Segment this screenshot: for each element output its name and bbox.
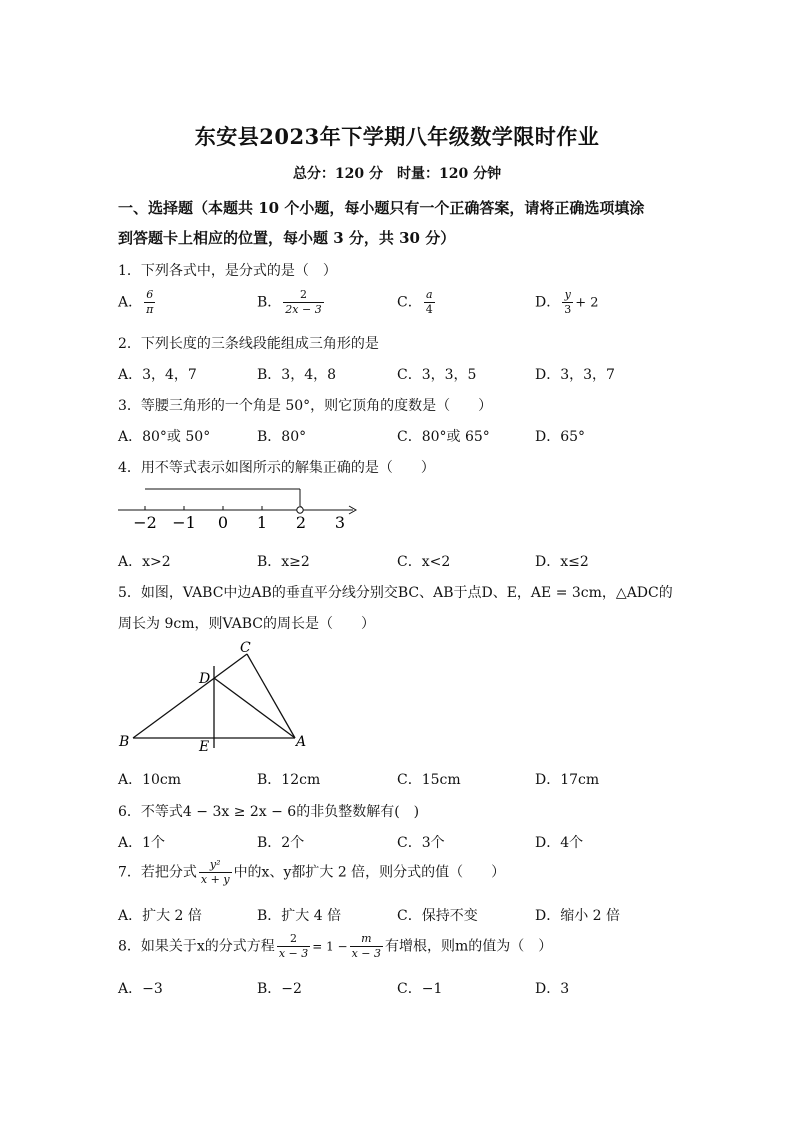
q6-option-a: A．1个 <box>118 835 166 851</box>
q6-option-b: B．2个 <box>257 835 305 851</box>
question-7-stem <box>118 858 505 887</box>
q8-option-b: B．−2 <box>257 981 302 997</box>
axis-tick-label: 2 <box>295 513 307 532</box>
number-line-figure <box>110 482 370 534</box>
q1-option-d <box>535 288 599 317</box>
stem-prefix: 7．若把分式 <box>118 864 197 881</box>
axis-tick-label: −2 <box>133 513 157 532</box>
q4-option-a: A．x>2 <box>118 554 171 570</box>
axis-tick-label: 0 <box>217 513 229 532</box>
fraction-numerator: 2 <box>277 932 310 947</box>
fraction-numerator: y² <box>199 858 232 873</box>
q5-option-d: D．17cm <box>535 772 600 788</box>
q5-option-b: B．12cm <box>257 772 321 788</box>
q4-option-c: C．x<2 <box>397 554 451 570</box>
q5-option-a: A．10cm <box>118 772 182 788</box>
fraction-numerator: m <box>350 932 383 947</box>
point-label-d: D <box>199 671 211 687</box>
axis-tick-label: 3 <box>334 513 346 532</box>
q3-option-c: C．80°或 65° <box>397 429 490 445</box>
q1-option-c <box>397 288 437 317</box>
expression-tail: + 2 <box>575 295 599 311</box>
question-4-stem: 4．用不等式表示如图所示的解集正确的是（ ） <box>118 460 435 476</box>
q2-option-c: C．3，3，5 <box>397 367 477 383</box>
fraction-denominator: 4 <box>425 303 433 316</box>
fraction-numerator: y <box>562 288 573 303</box>
question-8-stem <box>118 932 552 961</box>
fraction-numerator: 2 <box>283 288 323 303</box>
option-label: B． <box>257 294 282 311</box>
segment-da <box>214 678 295 738</box>
stem-suffix: 有增根，则m的值为（ ） <box>385 938 553 955</box>
q7-option-d: D．缩小 2 倍 <box>535 908 621 924</box>
point-label-a: A <box>296 734 307 750</box>
q8-option-a: A．−3 <box>118 981 163 997</box>
q6-option-c: C．3个 <box>397 835 445 851</box>
q2-option-b: B．3，4，8 <box>257 367 337 383</box>
stem-suffix: 中的x、y都扩大 2 倍，则分式的值（ ） <box>233 864 506 881</box>
question-1-stem: 1．下列各式中，是分式的是（ ） <box>118 263 337 279</box>
page-title: 东安县2023年下学期八年级数学限时作业 <box>194 124 600 149</box>
question-5-line1: 5．如图，VABC中边AB的垂直平分线分别交BC、AB于点D、E，AE = 3cm，△ADC的 <box>118 585 673 601</box>
fraction-numerator: a <box>424 288 435 303</box>
triangle-figure <box>110 638 320 756</box>
q7-option-c: C．保持不变 <box>397 908 478 924</box>
fraction-denominator: 2x − 3 <box>285 303 322 316</box>
fraction-denominator: x + y <box>200 873 230 886</box>
question-5-line2: 周长为 9cm，则VABC的周长是（ ） <box>118 616 376 632</box>
equation-middle: = 1 − <box>312 939 348 954</box>
stem-prefix: 8．如果关于x的分式方程 <box>118 938 275 955</box>
exam-info: 总分：120 分 时量：120 分钟 <box>292 166 502 182</box>
q1-option-b <box>257 288 326 317</box>
q4-option-d: D．x≤2 <box>535 554 589 570</box>
q8-option-d: D．3 <box>535 981 570 997</box>
segment-bc <box>133 654 247 738</box>
q8-option-c: C．−1 <box>397 981 443 997</box>
fraction-denominator: x − 3 <box>278 947 309 960</box>
point-label-c: C <box>240 640 251 656</box>
fraction-numerator: 6 <box>144 288 155 303</box>
q3-option-b: B．80° <box>257 429 307 445</box>
q7-option-b: B．扩大 4 倍 <box>257 908 342 924</box>
q7-option-a: A．扩大 2 倍 <box>118 908 202 924</box>
fraction-denominator: π <box>146 303 154 316</box>
q2-option-d: D．3，3，7 <box>535 367 615 383</box>
fraction-denominator: x − 3 <box>351 947 382 960</box>
question-6-stem: 6．不等式4 − 3x ≥ 2x − 6的非负整数解有( ) <box>118 804 420 820</box>
q5-option-c: C．15cm <box>397 772 461 788</box>
q4-option-b: B．x≥2 <box>257 554 310 570</box>
q3-option-a: A．80°或 50° <box>118 429 211 445</box>
q1-option-a <box>118 288 157 317</box>
fraction-denominator: 3 <box>564 303 572 316</box>
section-heading-line1: 一、选择题（本题共 10 个小题，每小题只有一个正确答案，请将正确选项填涂 <box>118 199 645 217</box>
axis-tick-label: −1 <box>172 513 196 532</box>
option-label: A． <box>118 294 143 311</box>
q2-option-a: A．3，4，7 <box>118 367 197 383</box>
segment-ca <box>247 654 295 738</box>
option-label: C． <box>397 294 422 311</box>
point-label-b: B <box>119 734 130 750</box>
q3-option-d: D．65° <box>535 429 586 445</box>
question-2-stem: 2．下列长度的三条线段能组成三角形的是 <box>118 336 379 352</box>
option-label: D． <box>535 294 561 311</box>
section-heading-line2: 到答题卡上相应的位置，每小题 3 分，共 30 分） <box>118 229 456 247</box>
axis-tick-label: 1 <box>256 513 268 532</box>
question-3-stem: 3．等腰三角形的一个角是 50°，则它顶角的度数是（ ） <box>118 398 493 414</box>
point-label-e: E <box>199 739 210 755</box>
q6-option-d: D．4个 <box>535 835 584 851</box>
